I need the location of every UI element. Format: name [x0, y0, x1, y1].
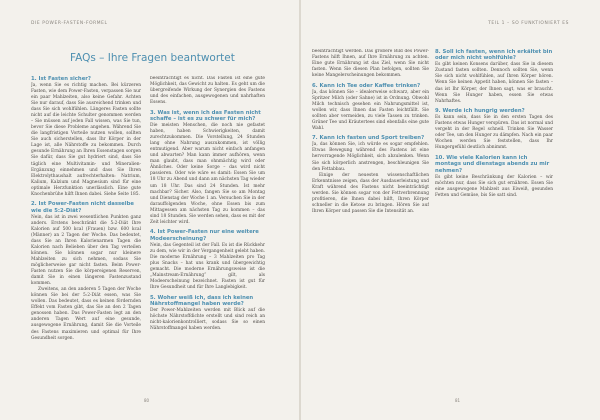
faq-question-heading: 3. Was ist, wenn ich das Fasten nicht schaffe – ist es zu schwer für mich?: [150, 109, 261, 123]
faq-question-heading: 2. Ist Power-Fasten nicht dasselbe wie die 5:2-Diät?: [31, 201, 134, 214]
running-head-left: DIE POWER-FASTEN-FORMEL: [31, 21, 108, 26]
text-column-4: [435, 49, 553, 398]
body-paragraph: Ja, das können Sie, ich würde es sogar empfehlen. Etwas Bewegung während des Fastens ist eine hervorragende Möglichkeit, sich abzulenken. Wenn Sie sich körperlich anstrengen, beschleunigen Sie den Fettabbau.: [312, 142, 429, 172]
body-paragraph: Ja, das können Sie – idealerweise schwarz, aber ein Spritzer Milch (oder Sahne) ist in Ordnung. Obwohl Milch technisch gesehen ein Nahrungsmittel ist, wollen wir, dass Ihnen das Fasten leichtfällt. Sie sollten aber vermeiden, zu viele Tassen zu trinken. Grüner Tee und Kräutertees sind ebenfalls eine gute Wahl.: [312, 89, 429, 131]
faq-question-heading: 5. Woher weiß ich, dass ich keinen Nährstoffmangel haben werde?: [150, 294, 254, 307]
body-paragraph: beeinträchtigt werden. Das größere Bild des Power-Fastens hilft Ihnen, auf Ihre Ernährung zu achten. Eine gute Ernährung ist das Ziel, wenn Sie nicht fasten. Wenn Sie diesen Plan befolgen, sollten Sie keine Mangelerscheinungen bekommen.: [312, 49, 429, 79]
text-column-3: [312, 49, 429, 398]
body-paragraph: beeinträchtigt es nicht. Das Fasten ist eine gute Möglichkeit, das Gewicht zu halten. Es geht um die übergreifende Wirkung der Synergien des Fastens und des einfachen, ausgewogenen und nahrhaften Essens.: [150, 76, 265, 106]
faq-question-heading: 8. Soll ich fasten, wenn ich erkältet bin oder mich nicht wohlfühle?: [435, 49, 553, 62]
faq-question-heading: 7. Kann ich fasten und Sport treiben?: [312, 135, 425, 142]
body-paragraph: Nein, das Gegenteil ist der Fall. Es ist die Rückkehr zu dem, wie wir in der Vergangenheit gelebt haben. Die moderne Ernährung – 3 Mahlzeiten pro Tag plus Snacks – hat uns krank und übergewichtig gemacht. Die moderne Ernährungsweise ist die „Mainstream-Ernährung“ gilt, als Modeerscheinung bezeichnet. Fasten ist gut für Ihre Gesundheit und für Ihre Langlebigkeit.: [150, 242, 265, 290]
faq-question-heading: 9. Werde ich hungrig werden?: [435, 108, 525, 115]
body-paragraph: Zweitens, an den anderen 5 Tagen der Woche können Sie bei der 5:2-Diät essen, was Sie wollen. Das bedeutet, dass es keinen fördernden Effekt vom Fasten gibt, das Sie an den 2 Tagen genossen haben. Das Power-Fasten legt an den anderen Tagen Wert auf eine gesunde, ausgewogene Ernährung, damit Sie die Vorteile des Fastens maximieren und optimal für Ihre Gesundheit sorgen.: [31, 287, 141, 341]
faq-question-heading: 4. Ist Power-Fasten nur eine weitere Modeerscheinung?: [150, 229, 259, 242]
faq-question-heading: 6. Kann ich Tee oder Kaffee trinken?: [312, 82, 421, 89]
body-paragraph: Es gibt keinen Konsens darüber, dass Sie in diesem Zustand fasten sollten. Dennoch sollten Sie, wenn Sie sich nicht wohlfühlen, auf Ihren Körper hören. Wenn Sie keinen Appetit haben, können Sie fasten – das ist Ihr Körper, der Ihnen sagt, was er braucht. Wenn Sie Hunger haben, essen Sie etwas Nahrhaftes.: [435, 62, 553, 104]
body-paragraph: Es gibt keine Beschränkung der Kalorien – wir möchten nur, dass Sie sich gut ernähren. Essen Sie eine ausgewogene Mahlzeit aus Eiweiß, gesunden Fetten und Gemüse, bis Sie satt sind.: [435, 174, 553, 198]
page-title: FAQs – Ihre Fragen beantwortet: [70, 52, 235, 64]
page-number-left: 80: [144, 398, 150, 403]
page-number-right: 81: [455, 398, 461, 403]
faq-question-heading: 10. Wie viele Kalorien kann ich montags und dienstags abends zu mir nehmen?: [435, 154, 550, 174]
body-paragraph: Die meisten Menschen, die noch nie gefastet haben, haben Schwierigkeiten, damit zurechtzukommen. Die Vorstellung, 24 Stunden lang ohne Nahrung auszukommen, ist völlig entmutigend. Aber warum nicht einfach anfangen und abwarten? Man kann immer aufhören, wenn man glaubt, dass man ohnmächtig wird oder Ähnliches. Oder keine Sorge – das wird nicht passieren. Oder wie wäre es damit: Essen Sie um 18 Uhr zu Abend und dann am nächsten Tag wieder um 18 Uhr. Das sind 24 Stunden. Ist mehr machbar? Sicher. Also, fangen Sie so am Montag und Dienstag der Woche 1 an. Versuchen Sie in der darauffolgenden Woche, ohne Essen bis zum Mittagessen am nächsten Tag zu kommen – das sind 18 Stunden. Sie werden sehen, dass es mit der Zeit leichter wird.: [150, 123, 265, 225]
body-paragraph: Einige der neuesten wissenschaftlichen Erkenntnisse zeigen, dass der Ausdauerleistung und Kraft während des Fastens nicht beeinträchtigt werden. Sie können sogar von der Fettverbrennung profitieren, die Ihnen dabei hilft, Ihren Körper schneller in die Ketose zu bringen. Hören Sie auf Ihren Körper und passen Sie die Intensität an.: [312, 172, 429, 214]
body-paragraph: Ja, wenn Sie es richtig machen. Bei kürzeren Fasten, wie dem Power-Fasten, verpassen Sie nur ein paar Mahlzeiten, also keine Gefahr. Achten Sie nur darauf, dass Sie ausreichend trinken und dass Sie sich wohlfühlen. Längeres Fasten sollte nicht auf die leichte Schulter genommen werden – Sie müssen auf jeden Fall wissen, was Sie tun, bevor Sie diese Probleme angehen. Während Sie die langfristigen Vorteile nutzen wollen, sollten Sie auch sicherstellen, dass Ihr Körper in der Lage ist, alle Nährstoffe zu bekommen. Durch gesunde Ernährung an Ihren Essenstagen sorgen Sie dafür, dass Sie gut hydriert sind, dass Sie täglich eine Multivitamin- und Mineralien-Ergänzung einnehmen und dass Sie Ihren Elektrolythaushalt aufrechterhalten: Natrium, Kalium, Kalzium und Magnesium sind für eine optimale Herzfunktion unerlässlich. Eine gute Knochenbrühe hilft Ihnen dabei. Siehe Seite 185.: [31, 82, 141, 197]
text-column-2: [150, 76, 265, 398]
faq-question-heading: 1. Ist Fasten sicher?: [31, 76, 91, 82]
book-gutter: [299, 0, 301, 420]
text-column-1: [31, 76, 141, 398]
body-paragraph: Nein, das ist in zwei wesentlichen Punkten ganz anders. Erstens beschränkt die 5:2-Diät Ihre Kalorien auf 500 kcal (Frauen) bzw. 600 kcal (Männer) an 2 Tagen der Woche. Das bedeutet, dass Sie an Ihren Kalorienarmen Tagen die Kalorien nach Belieben über den Tag verteilen können. Sie können sogar nur kleinere Mahlzeiten zu sich nehmen, sodass Sie möglicherweise gar nicht fasten. Beim Power-Fasten nutzen Sie die körpereigenen Reserven, damit Sie in einen längeren Fastenzustand kommen.: [31, 214, 141, 287]
body-paragraph: Es kann sein, dass Sie in den ersten Tagen des Fastens etwas Hunger verspüren. Das ist normal und vergeht in der Regel schnell. Trinken Sie Wasser oder Tee, um den Hunger zu dämpfen. Nach ein paar Wochen werden Sie feststellen, dass Ihr Hungergefühl deutlich abnimmt.: [435, 115, 553, 151]
body-paragraph: Der Power-Mahlzeiten werden mit Blick auf die höchste Nährstoffdichte erstellt und sind reich an nicht-kalorienkontrolliert, sodass Sie so einen Nährstoffmangel haben werden.: [150, 307, 265, 331]
running-head-right: TEIL 1 – SO FUNKTIONIERT ES: [488, 21, 569, 26]
